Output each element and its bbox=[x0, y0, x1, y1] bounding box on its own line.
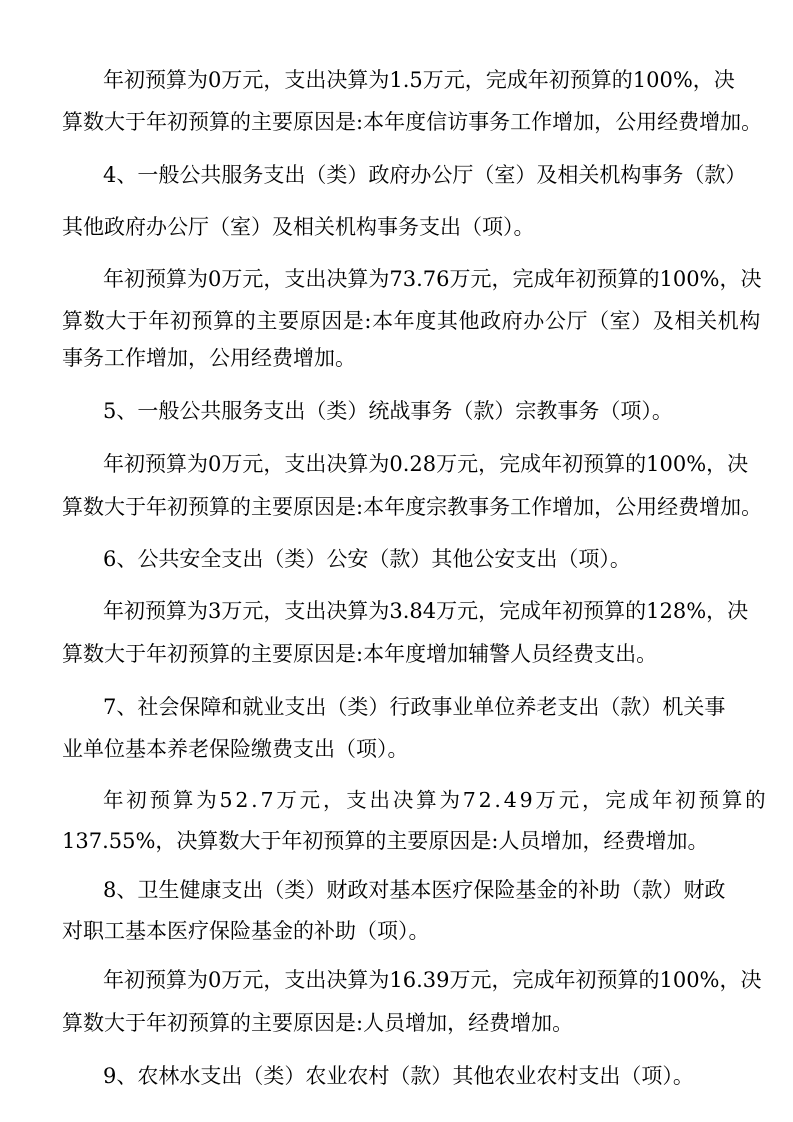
paragraph-line bbox=[0, 340, 793, 376]
line-text: 5、一般公共服务支出（类）统战事务（款）宗教事务（项）。 bbox=[103, 399, 673, 423]
paragraph-line bbox=[0, 446, 793, 482]
paragraph-line bbox=[0, 62, 793, 98]
line-text: 其他政府办公厅（室）及相关机构事务支出（项）。 bbox=[62, 215, 535, 239]
line-text: 年初预算为0万元，支出决算为0.28万元，完成年初预算的100%，决 bbox=[103, 452, 749, 476]
line-text: 业单位基本养老保险缴费支出（项）。 bbox=[62, 737, 409, 761]
line-text: 算数大于年初预算的主要原因是:人员增加，经费增加。 bbox=[62, 1011, 574, 1035]
line-text: 事务工作增加，公用经费增加。 bbox=[62, 346, 356, 370]
line-text: 算数大于年初预算的主要原因是:本年度其他政府办公厅（室）及相关机构 bbox=[62, 309, 761, 333]
section-heading-line bbox=[0, 913, 793, 949]
line-text: 9、农林水支出（类）农业农村（款）其他农业农村支出（项）。 bbox=[103, 1064, 694, 1088]
line-text: 年初预算为52.7万元，支出决算为72.49万元，完成年初预算的 bbox=[103, 788, 769, 812]
line-text: 年初预算为3万元，支出决算为3.84万元，完成年初预算的128%，决 bbox=[103, 599, 749, 623]
line-text: 8、卫生健康支出（类）财政对基本医疗保险基金的补助（款）财政 bbox=[103, 878, 726, 902]
section-heading-line bbox=[0, 209, 793, 245]
paragraph-line bbox=[0, 1005, 793, 1041]
section-heading-line bbox=[0, 689, 793, 725]
paragraph-line bbox=[0, 489, 793, 525]
section-heading-line bbox=[0, 157, 793, 193]
paragraph-line bbox=[0, 962, 793, 998]
line-text: 年初预算为0万元，支出决算为16.39万元，完成年初预算的100%，决 bbox=[103, 968, 762, 992]
line-text: 算数大于年初预算的主要原因是:本年度宗教事务工作增加，公用经费增加。 bbox=[62, 495, 763, 519]
line-text: 137.55%，决算数大于年初预算的主要原因是:人员增加，经费增加。 bbox=[62, 829, 709, 853]
paragraph-line bbox=[0, 104, 793, 140]
section-heading-line bbox=[0, 872, 793, 908]
section-heading-line bbox=[0, 731, 793, 767]
line-text: 对职工基本医疗保险基金的补助（项）。 bbox=[62, 919, 430, 943]
section-heading-line bbox=[0, 1058, 793, 1094]
section-heading-line bbox=[0, 393, 793, 429]
paragraph-line bbox=[0, 303, 793, 339]
paragraph-line bbox=[0, 636, 793, 672]
paragraph-line bbox=[0, 593, 793, 629]
line-text: 算数大于年初预算的主要原因是:本年度增加辅警人员经费支出。 bbox=[62, 642, 658, 666]
paragraph-line bbox=[0, 782, 793, 818]
line-text: 7、社会保障和就业支出（类）行政事业单位养老支出（款）机关事 bbox=[103, 695, 726, 719]
line-text: 4、一般公共服务支出（类）政府办公厅（室）及相关机构事务（款） bbox=[103, 163, 747, 187]
line-text: 年初预算为0万元，支出决算为1.5万元，完成年初预算的100%，决 bbox=[103, 68, 735, 92]
line-text: 6、公共安全支出（类）公安（款）其他公安支出（项）。 bbox=[103, 547, 631, 571]
paragraph-line bbox=[0, 261, 793, 297]
section-heading-line bbox=[0, 541, 793, 577]
paragraph-line bbox=[0, 823, 793, 859]
line-text: 年初预算为0万元，支出决算为73.76万元，完成年初预算的100%，决 bbox=[103, 267, 762, 291]
line-text: 算数大于年初预算的主要原因是:本年度信访事务工作增加，公用经费增加。 bbox=[62, 110, 763, 134]
